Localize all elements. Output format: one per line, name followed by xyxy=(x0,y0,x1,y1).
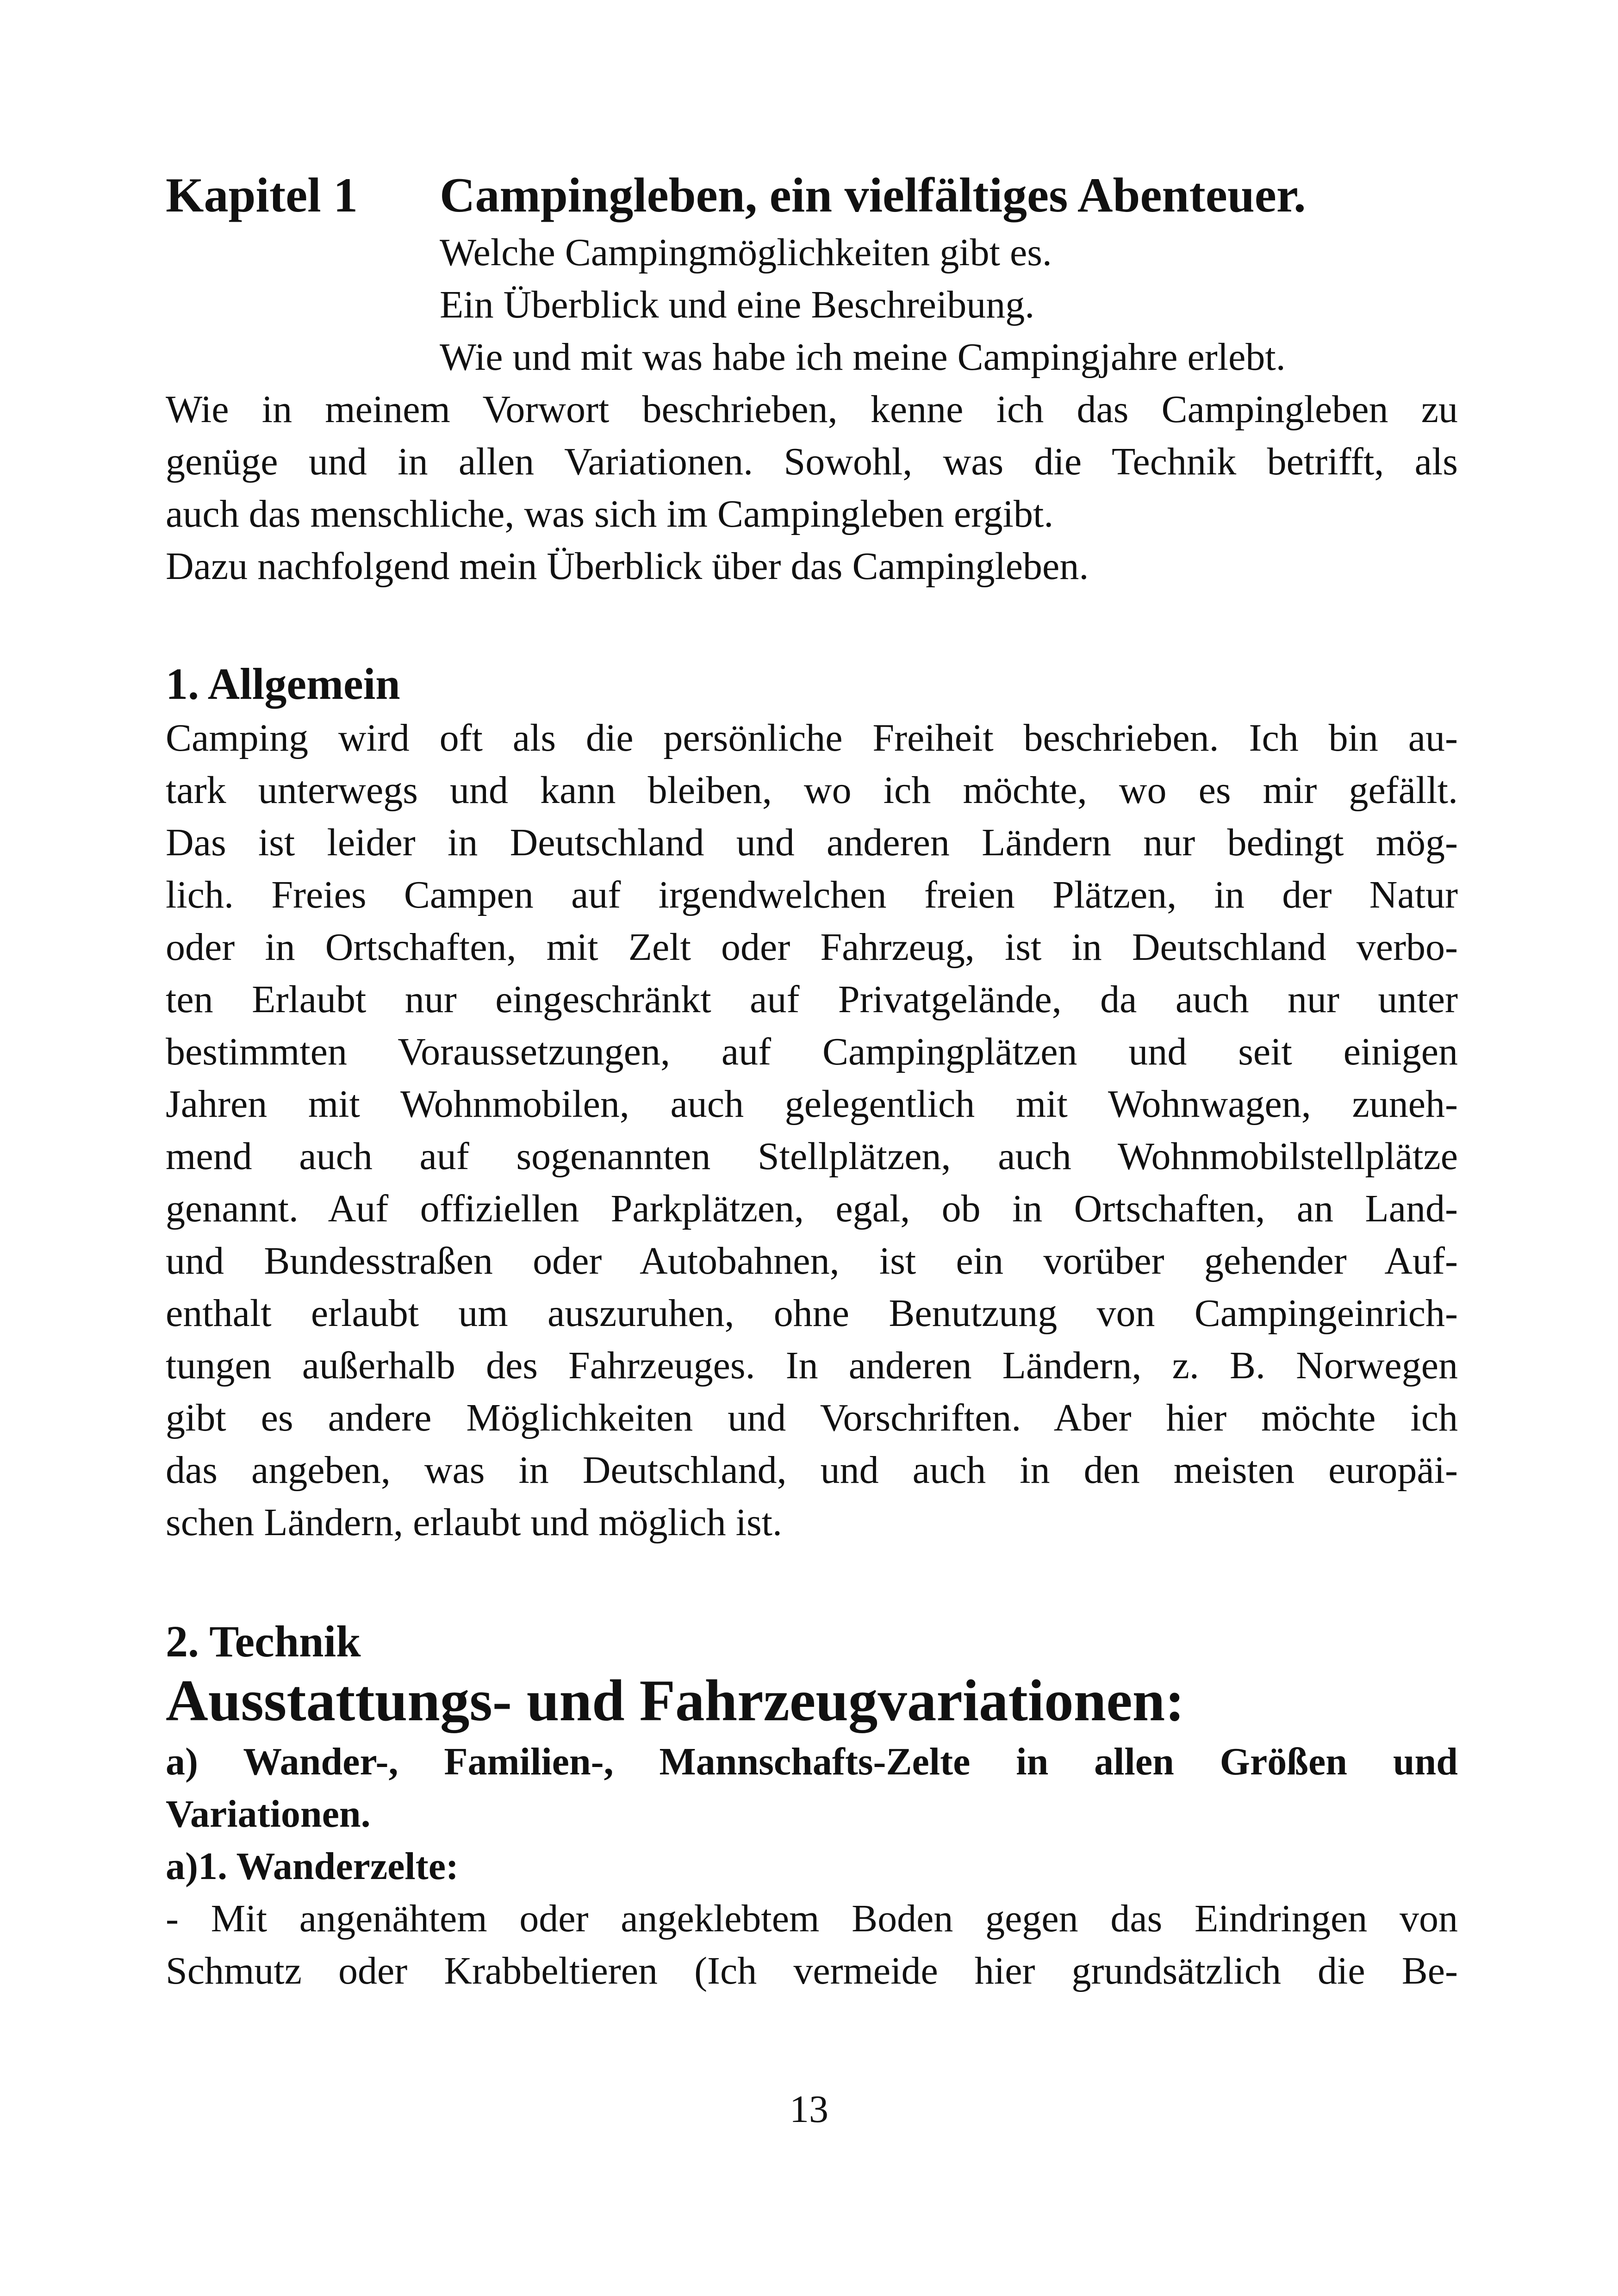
body-line: schen Ländern, erlaubt und möglich ist. xyxy=(166,1501,782,1544)
body-line: genannt. Auf offiziellen Parkplätzen, egal, ob in Ortschaften, an Land- xyxy=(166,1187,1458,1230)
body-line: Camping wird oft als die persönliche Freiheit beschrieben. Ich bin au- xyxy=(166,716,1458,759)
intro-line: auch das menschliche, was sich im Campingleben ergibt. xyxy=(166,492,1054,535)
body-line: das angeben, was in Deutschland, und auch in den meisten europäi- xyxy=(166,1449,1458,1492)
section-heading-allgemein: 1. Allgemein xyxy=(166,659,400,709)
body-line: Jahren mit Wohnmobilen, auch gelegentlich mit Wohnwagen, zuneh- xyxy=(166,1083,1458,1126)
chapter-subtitle-1: Welche Campingmöglichkeiten gibt es. xyxy=(440,231,1052,274)
body-line: oder in Ortschaften, mit Zelt oder Fahrzeug, ist in Deutschland verbo- xyxy=(166,926,1458,969)
chapter-label: Kapitel 1 xyxy=(166,168,358,222)
page-number: 13 xyxy=(790,2088,828,2131)
intro-line: Wie in meinem Vorwort beschrieben, kenne ich das Campingleben zu xyxy=(166,388,1458,431)
intro-line: genüge und in allen Variationen. Sowohl, was die Technik betrifft, als xyxy=(166,440,1458,483)
body-line: ten Erlaubt nur eingeschränkt auf Privatgelände, da auch nur unter xyxy=(166,978,1458,1021)
chapter-heading xyxy=(166,168,1458,222)
sub-heading-line: Variationen. xyxy=(166,1792,371,1836)
chapter-subtitle-2: Ein Überblick und eine Beschreibung. xyxy=(440,283,1035,326)
sub-sub-heading: a)1. Wanderzelte: xyxy=(166,1845,459,1888)
body-line: Das ist leider in Deutschland und anderen Ländern nur bedingt mög- xyxy=(166,821,1458,864)
body-line: lich. Freies Campen auf irgendwelchen freien Plätzen, in der Natur xyxy=(166,873,1458,916)
body-line: und Bundesstraßen oder Autobahnen, ist ein vorüber gehender Auf- xyxy=(166,1239,1458,1282)
body-line: bestimmten Voraussetzungen, auf Campingplätzen und seit einigen xyxy=(166,1030,1458,1073)
body-line: tark unterwegs und kann bleiben, wo ich möchte, wo es mir gefällt. xyxy=(166,769,1458,812)
body-line: - Mit angenähtem oder angeklebtem Boden gegen das Eindringen von xyxy=(166,1897,1458,1940)
body-line: Schmutz oder Krabbeltieren (Ich vermeide hier grundsätzlich die Be- xyxy=(166,1949,1458,1992)
body-line: enthalt erlaubt um auszuruhen, ohne Benutzung von Campingeinrich- xyxy=(166,1292,1458,1335)
body-line: gibt es andere Möglichkeiten und Vorschriften. Aber hier möchte ich xyxy=(166,1396,1458,1439)
body-line: mend auch auf sogenannten Stellplätzen, auch Wohnmobilstellplätze xyxy=(166,1135,1458,1178)
chapter-title: Campingleben, ein vielfältiges Abenteuer. xyxy=(440,168,1306,222)
chapter-subtitle-3: Wie und mit was habe ich meine Campingjahre erlebt. xyxy=(440,336,1286,379)
intro-line: Dazu nachfolgend mein Überblick über das Campingleben. xyxy=(166,545,1089,588)
sub-heading-line: a) Wander-, Familien-, Mannschafts-Zelte in allen Größen und xyxy=(166,1740,1458,1783)
body-line: tungen außerhalb des Fahrzeuges. In anderen Ländern, z. B. Norwegen xyxy=(166,1344,1458,1387)
section-heading-technik: 2. Technik xyxy=(166,1617,361,1666)
section-big-heading: Ausstattungs- und Fahrzeugvariationen: xyxy=(166,1668,1185,1733)
